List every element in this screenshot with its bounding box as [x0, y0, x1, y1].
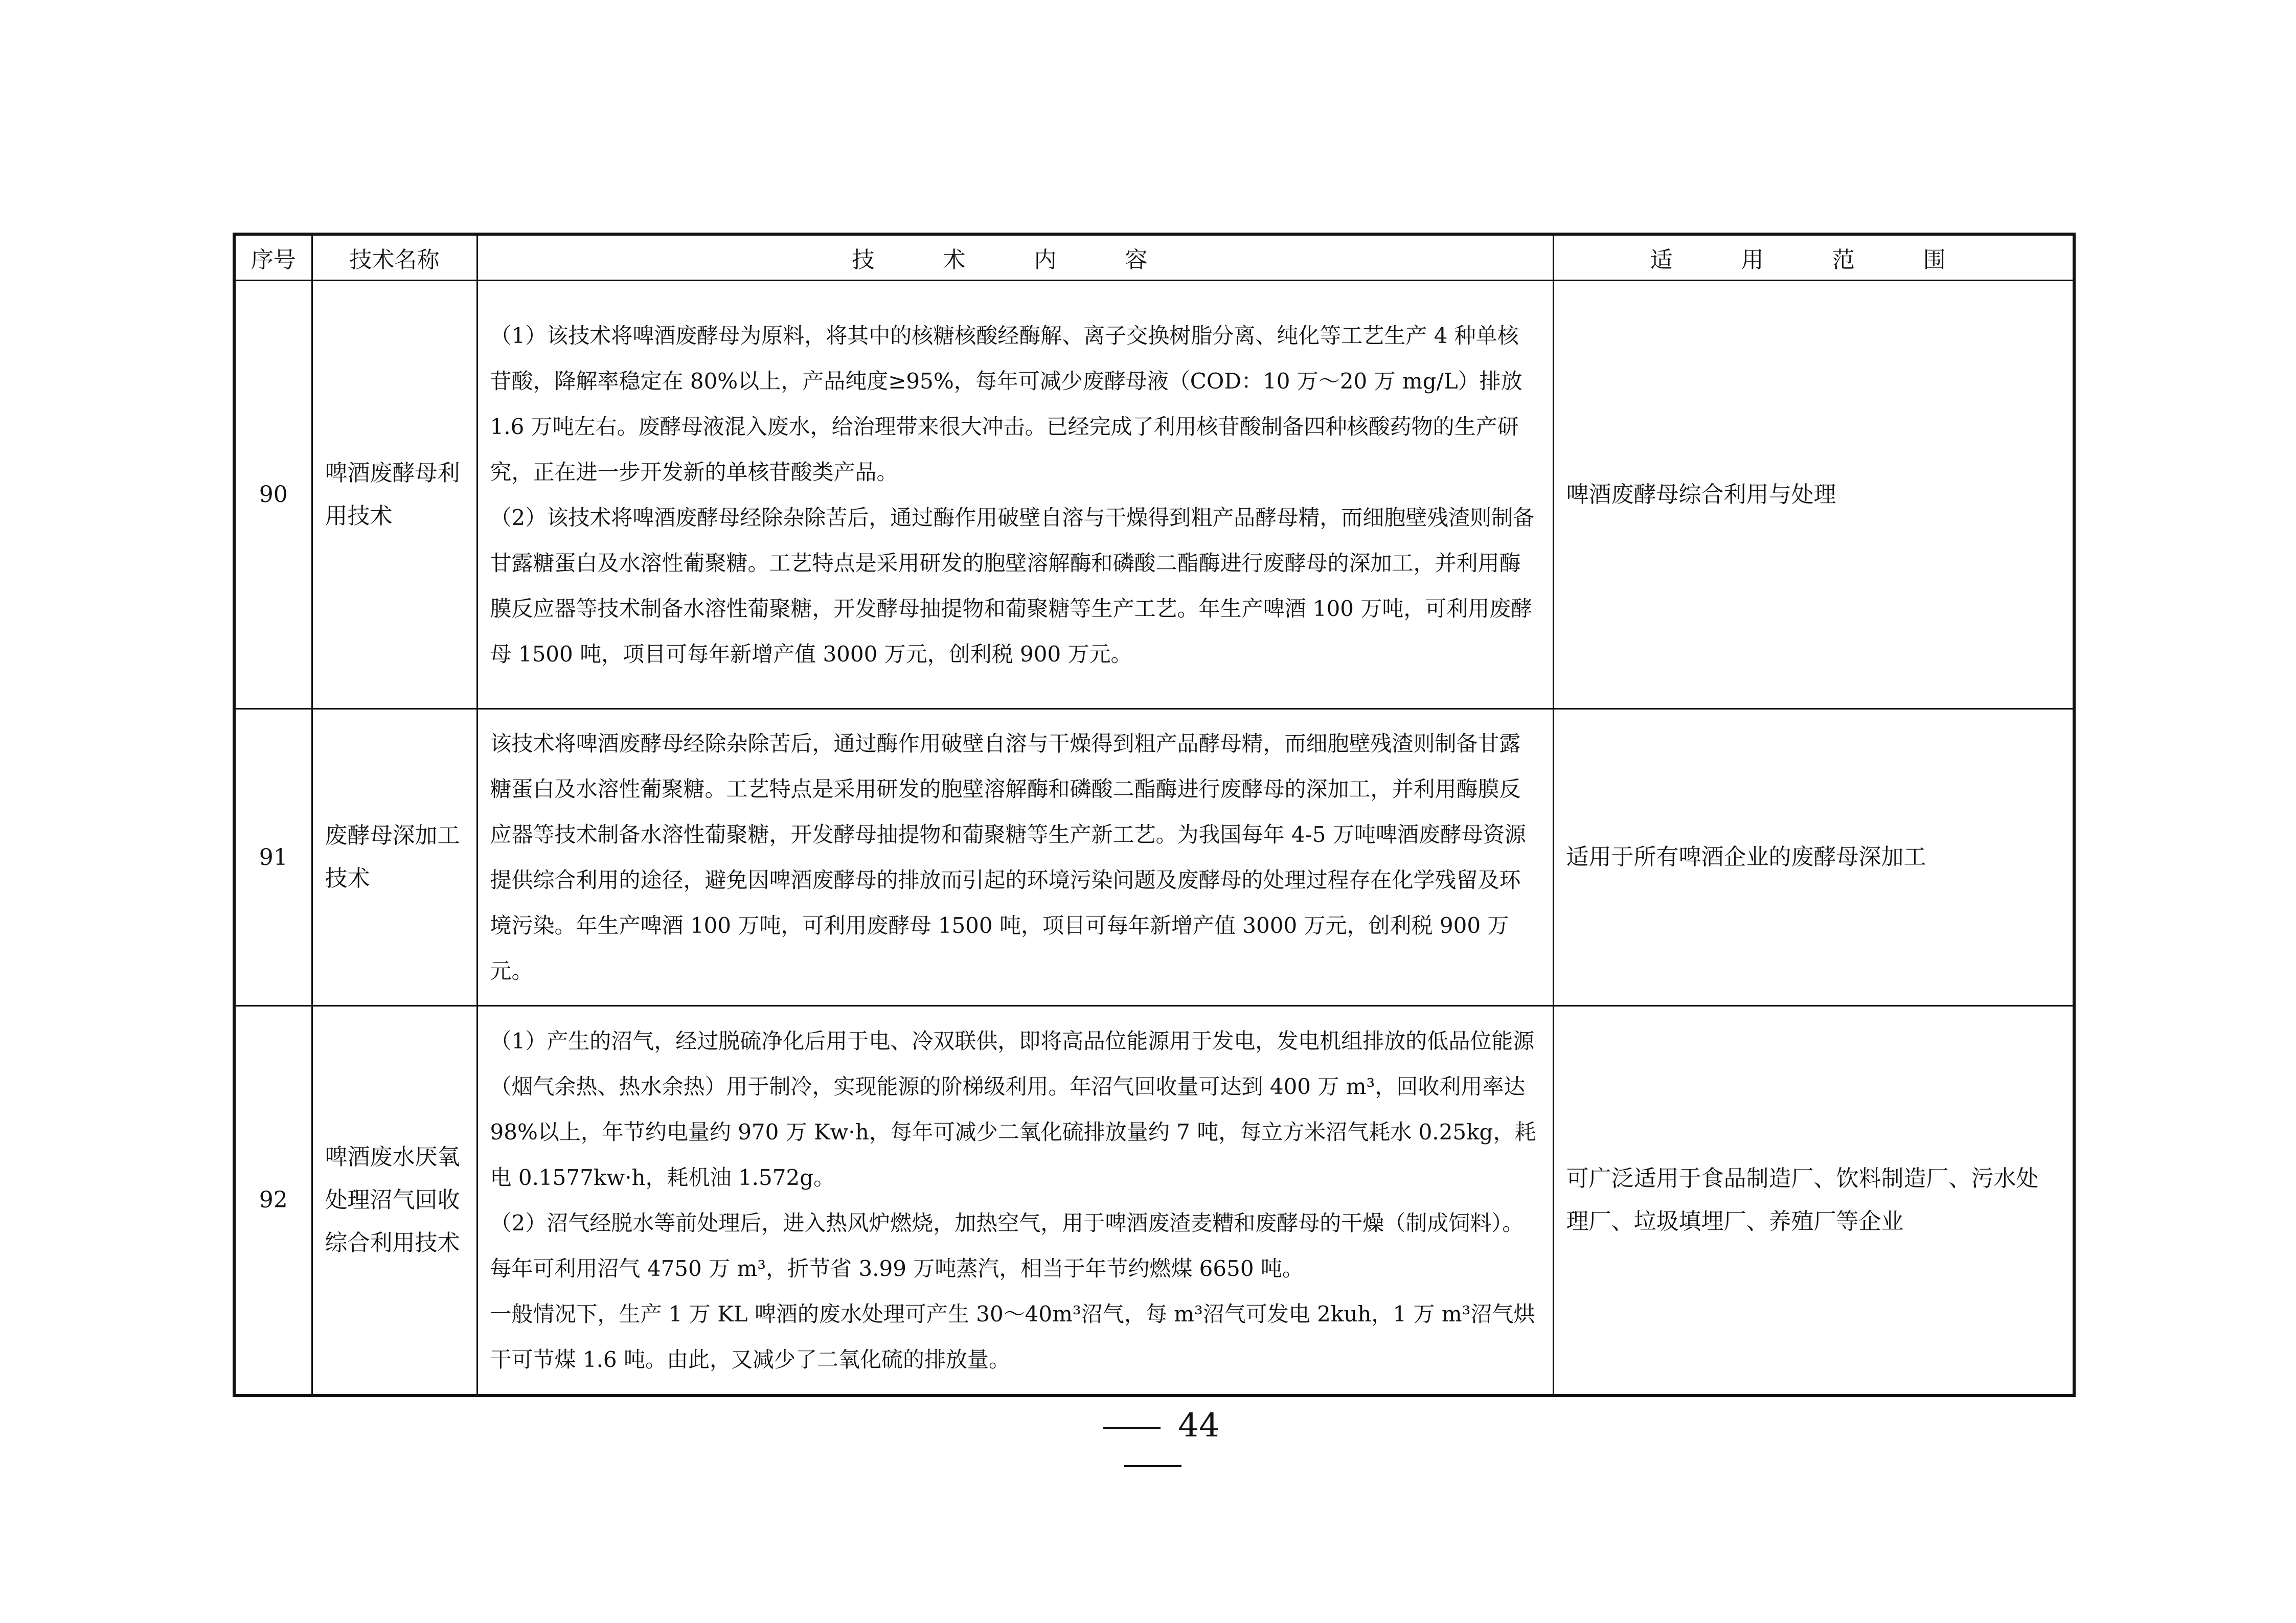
page-number-dash [1103, 1427, 1161, 1429]
row-tech-name: 啤酒废水厌氧处理沼气回收综合利用技术 [312, 1006, 477, 1396]
row-tech-content [477, 281, 1553, 709]
row-tech-content [477, 709, 1553, 1006]
table-row [234, 1006, 2074, 1396]
row-seq: 91 [234, 709, 312, 1006]
content-paragraph: （2）沼气经脱水等前处理后，进入热风炉燃烧，加热空气，用于啤酒废渣麦糟和废酵母的干燥（制成饲料）。每年可利用沼气 4750 万 m³，折节省 3.99 万吨蒸汽，相当于年节约燃煤 6650 吨。 [490, 1210, 1524, 1281]
row-seq: 92 [234, 1006, 312, 1396]
table-row [234, 709, 2074, 1006]
content-paragraph: （1）该技术将啤酒废酵母为原料，将其中的核糖核酸经酶解、离子交换树脂分离、纯化等工艺生产 4 种单核苷酸，降解率稳定在 80%以上，产品纯度≥95%，每年可减少废酵母液（COD：10 万～20 万 mg/L）排放 1.6 万吨左右。废酵母液混入废水，给治理带来很大冲击。已经完成了利用核苷酸制备四种核酸药物的生产研究，正在进一步开发新的单核苷酸类产品。 [490, 323, 1522, 485]
row-seq: 90 [234, 281, 312, 709]
row-scope: 适用于所有啤酒企业的废酵母深加工 [1553, 709, 2074, 1006]
content-paragraph: （1）产生的沼气，经过脱硫净化后用于电、冷双联供，即将高品位能源用于发电，发电机组排放的低品位能源（烟气余热、热水余热）用于制冷，实现能源的阶梯级利用。年沼气回收量可达到 400 万 m³，回收利用率达 98%以上，年节约电量约 970 万 Kw·h，每年可减少二氧化硫排放量约 7 吨，每立方米沼气耗水 0.25kg，耗电 0.1577kw·h，耗机油 1.572g。 [490, 1028, 1536, 1190]
row-scope: 可广泛适用于食品制造厂、饮料制造厂、污水处理厂、垃圾填埋厂、养殖厂等企业 [1553, 1006, 2074, 1396]
header-seq: 序号 [234, 234, 312, 281]
header-content: 技 术 内 容 [477, 234, 1553, 281]
header-scope: 适 用 范 围 [1553, 234, 2074, 281]
technology-table [233, 233, 2076, 1397]
table-row [234, 281, 2074, 709]
page-number-dash [1124, 1465, 1181, 1467]
content-paragraph: （2）该技术将啤酒废酵母经除杂除苦后，通过酶作用破壁自溶与干燥得到粗产品酵母精，而细胞壁残渣则制备甘露糖蛋白及水溶性葡聚糖。工艺特点是采用研发的胞壁溶解酶和磷酸二酯酶进行废酵母的深加工，并利用酶膜反应器等技术制备水溶性葡聚糖，开发酵母抽提物和葡聚糖等生产工艺。年生产啤酒 100 万吨，可利用废酵母 1500 吨，项目可每年新增产值 3000 万元，创利税 900 万元。 [490, 505, 1535, 667]
table-header-row [234, 234, 2074, 281]
row-tech-name: 啤酒废酵母利用技术 [312, 281, 477, 709]
content-paragraph: 一般情况下，生产 1 万 KL 啤酒的废水处理可产生 30～40m³沼气，每 m³沼气可发电 2kuh，1 万 m³沼气烘干可节煤 1.6 吨。由此，又减少了二氧化硫的排放量。 [490, 1301, 1535, 1372]
row-scope: 啤酒废酵母综合利用与处理 [1553, 281, 2074, 709]
row-tech-name: 废酵母深加工技术 [312, 709, 477, 1006]
page-number [1051, 1407, 1255, 1482]
content-paragraph: 该技术将啤酒废酵母经除杂除苦后，通过酶作用破壁自溶与干燥得到粗产品酵母精，而细胞壁残渣则制备甘露糖蛋白及水溶性葡聚糖。工艺特点是采用研发的胞壁溶解酶和磷酸二酯酶进行废酵母的深加工，并利用酶膜反应器等技术制备水溶性葡聚糖，开发酵母抽提物和葡聚糖等生产新工艺。为我国每年 4-5 万吨啤酒废酵母资源提供综合利用的途径，避免因啤酒废酵母的排放而引起的环境污染问题及废酵母的处理过程存在化学残留及环境污染。年生产啤酒 100 万吨，可利用废酵母 1500 吨，项目可每年新增产值 3000 万元，创利税 900 万元。 [490, 731, 1526, 984]
header-name: 技术名称 [312, 234, 477, 281]
row-tech-content [477, 1006, 1553, 1396]
page-number-value: 44 [1178, 1407, 1220, 1445]
